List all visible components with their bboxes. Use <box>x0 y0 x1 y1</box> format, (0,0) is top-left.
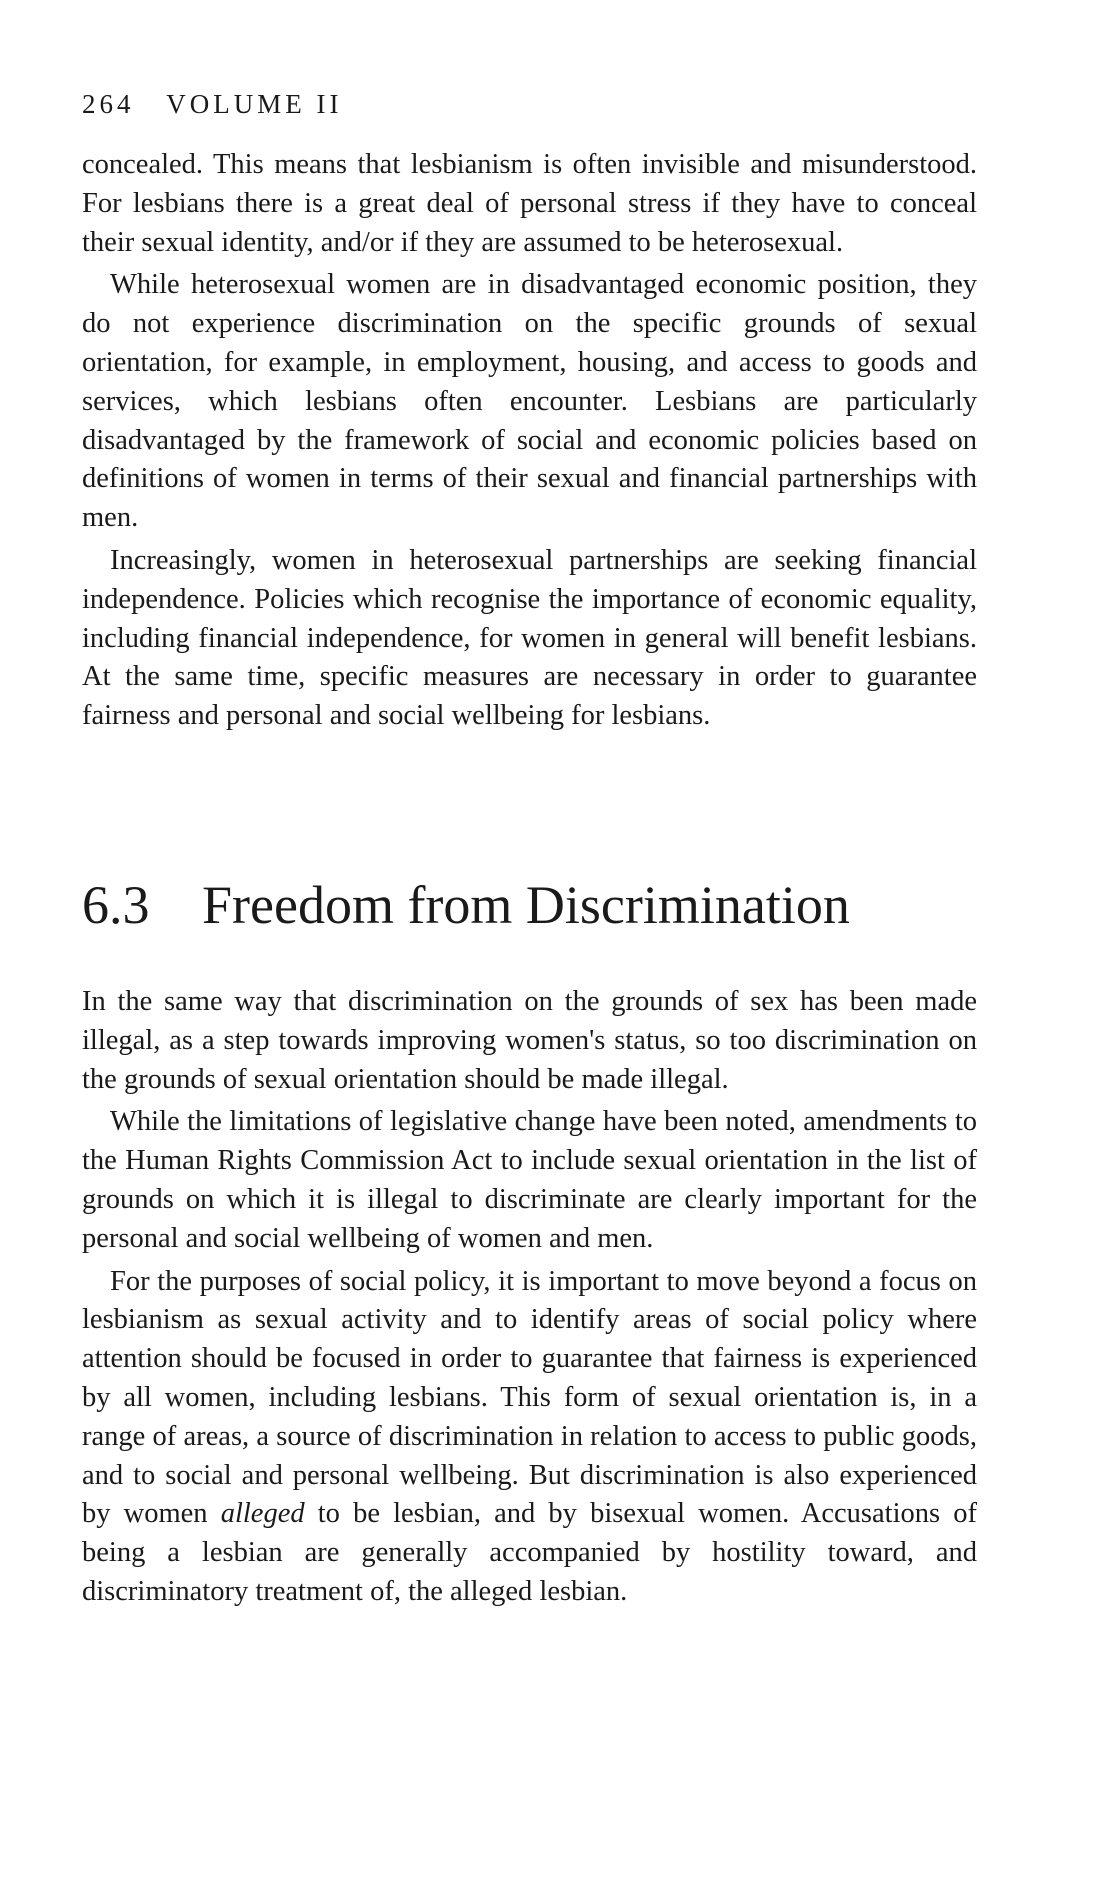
page-number: 264 <box>82 89 135 119</box>
running-head <box>82 88 343 120</box>
paragraph: In the same way that discrimination on the grounds of sex has been made illegal, as a step towards improving women's status, so too discrimination on the grounds of sexual orientation should be made illegal. <box>82 986 977 1095</box>
emphasis-text: alleged <box>220 1498 305 1530</box>
paragraph: While heterosexual women are in disadvantaged economic position, they do not experience discrimination on the specific grounds of sexual orientation, for example, in employment, housing, and access to goods and services, which lesbians often encounter. Lesbians are particularly disadvantaged by the framework of social and economic policies based on definitions of women in terms of their sexual and financial partnerships with men. <box>82 269 977 534</box>
paragraph: While the limitations of legislative change have been noted, amendments to the Human Rights Commission Act to include sexual orientation in the list of grounds on which it is illegal to discriminate are clearly important for the personal and social wellbeing of women and men. <box>82 1106 977 1254</box>
body-text-top <box>82 146 977 740</box>
paragraph: concealed. This means that lesbianism is often invisible and misunderstood. For lesbians there is a great deal of personal stress if they have to conceal their sexual identity, and/or if they are assumed to be heterosexual. <box>82 149 977 258</box>
paragraph: Increasingly, women in heterosexual partnerships are seeking financial independence. Policies which recognise the importance of economic equality, including financial independence, for women in general will benefit lesbians. At the same time, specific measures are necessary in order to guarantee fairness and personal and social wellbeing for lesbians. <box>82 544 977 732</box>
volume-label: VOLUME II <box>166 89 343 119</box>
section-title: Freedom from Discrimination <box>202 875 850 935</box>
paragraph-text: to be lesbian, and by bisexual women. Accusations of being a lesbian are generally accompanied by hostility toward, and discriminatory treatment of, the alleged lesbian. <box>82 1498 977 1607</box>
section-number: 6.3 <box>82 875 150 935</box>
body-text-bottom <box>82 983 977 1616</box>
section-heading <box>82 870 850 940</box>
paragraph-text: For the purposes of social policy, it is important to move beyond a focus on lesbianism as sexual activity and to identify areas of social policy where attention should be focused in order to guarantee that fairness is experienced by all women, including lesbians. This form of sexual orientation is, in a range of areas, a source of discrimination in relation to access to public goods, and to social and personal wellbeing. But discrimination is also experienced by women <box>82 1265 977 1530</box>
paragraph <box>82 1263 977 1612</box>
